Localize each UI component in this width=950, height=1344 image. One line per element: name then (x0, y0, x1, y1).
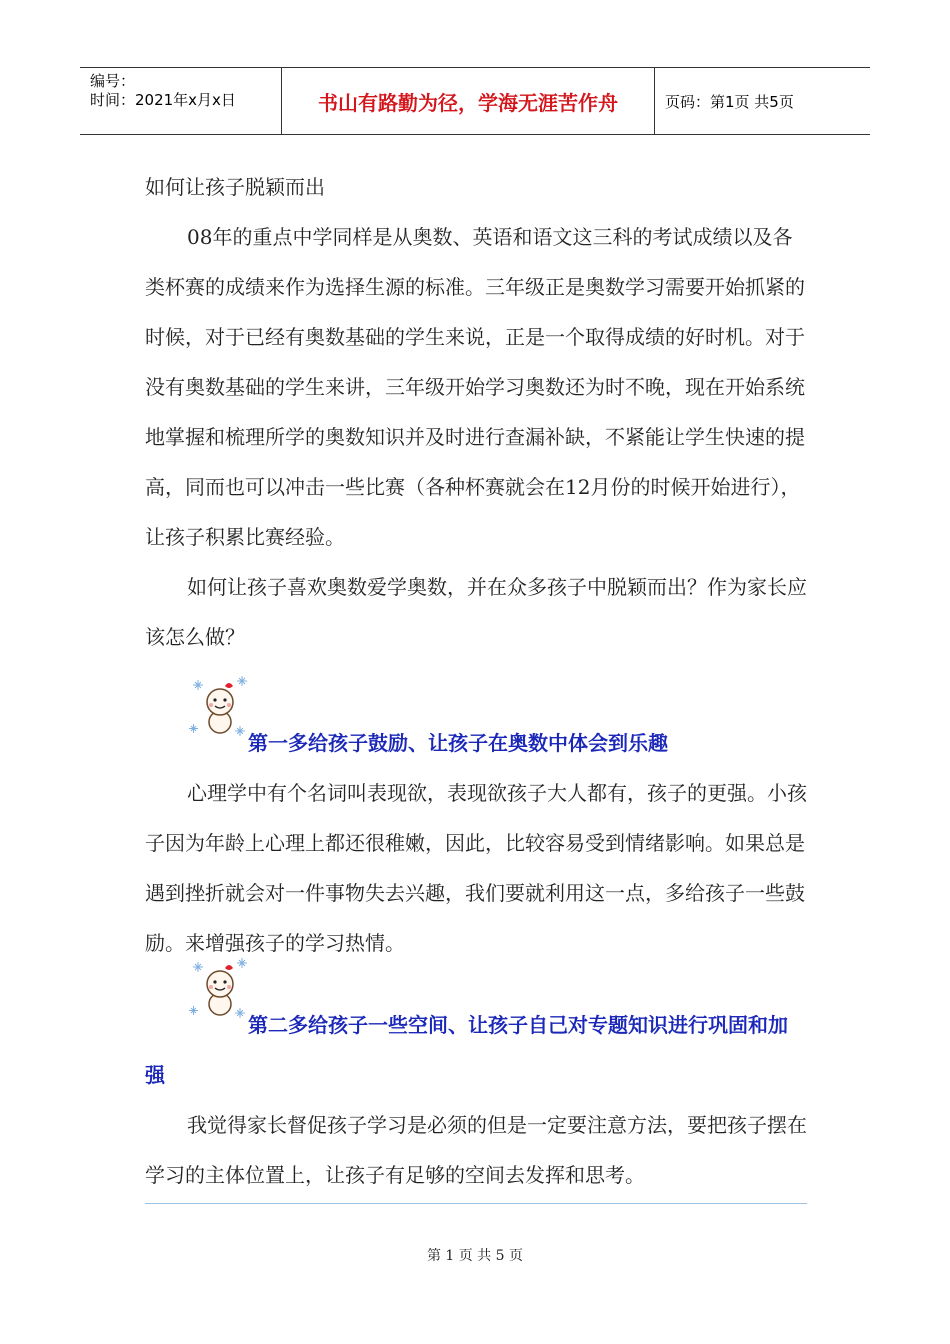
paragraph: 我觉得家长督促孩子学习是必须的但是一定要注意方法，要把孩子摆在学习的主体位置上，让孩子有足够的空间去发挥和思考。 (145, 1113, 807, 1187)
number-label: 编号： (90, 72, 136, 90)
article-body (145, 162, 807, 1200)
document-header (80, 67, 870, 135)
section-heading-row (145, 1000, 807, 1100)
snowman-icon (189, 958, 251, 1020)
paragraph: 08年的重点中学同样是从奥数、英语和语文这三科的考试成绩以及各类杯赛的成绩来作为选择生源的标准。三年级正是奥数学习需要开始抓紧的时候，对于已经有奥数基础的学生来说，正是一个取得成绩的好时机。对于没有奥数基础的学生来讲，三年级开始学习奥数还为时不晚，现在开始系统地掌握和梳理所学的奥数知识并及时进行查漏补缺，不紧能让学生快速的提高，同而也可以冲击一些比赛（各种杯赛就会在12月份的时候开始进行），让孩子积累比赛经验。 (145, 225, 805, 549)
header-meta (80, 68, 282, 134)
snowman-icon (189, 676, 251, 738)
paragraph: 如何让孩子喜欢奥数爱学奥数，并在众多孩子中脱颖而出？作为家长应该怎么做？ (145, 575, 807, 649)
article-title: 如何让孩子脱颖而出 (145, 175, 325, 199)
section-heading-row (145, 718, 807, 768)
page-footer: 第 1 页 共 5 页 (426, 1248, 524, 1264)
header-slogan: 书山有路勤为径，学海无涯苦作舟 (282, 68, 655, 134)
time-label: 时间：2021年x月x日 (90, 91, 236, 109)
footer-divider (145, 1203, 807, 1204)
paragraph: 心理学中有个名词叫表现欲，表现欲孩子大人都有，孩子的更强。小孩子因为年龄上心理上都还很稚嫩，因此，比较容易受到情绪影响。如果总是遇到挫折就会对一件事物失去兴趣，我们要就利用这一点，多给孩子一些鼓励。来增强孩子的学习热情。 (145, 781, 807, 955)
section-heading-2: 第二多给孩子一些空间、让孩子自己对专题知识进行巩固和加强 (145, 1013, 788, 1087)
section-heading-1: 第一多给孩子鼓励、让孩子在奥数中体会到乐趣 (248, 731, 668, 755)
header-page-info: 页码：第1页 共5页 (665, 92, 794, 111)
